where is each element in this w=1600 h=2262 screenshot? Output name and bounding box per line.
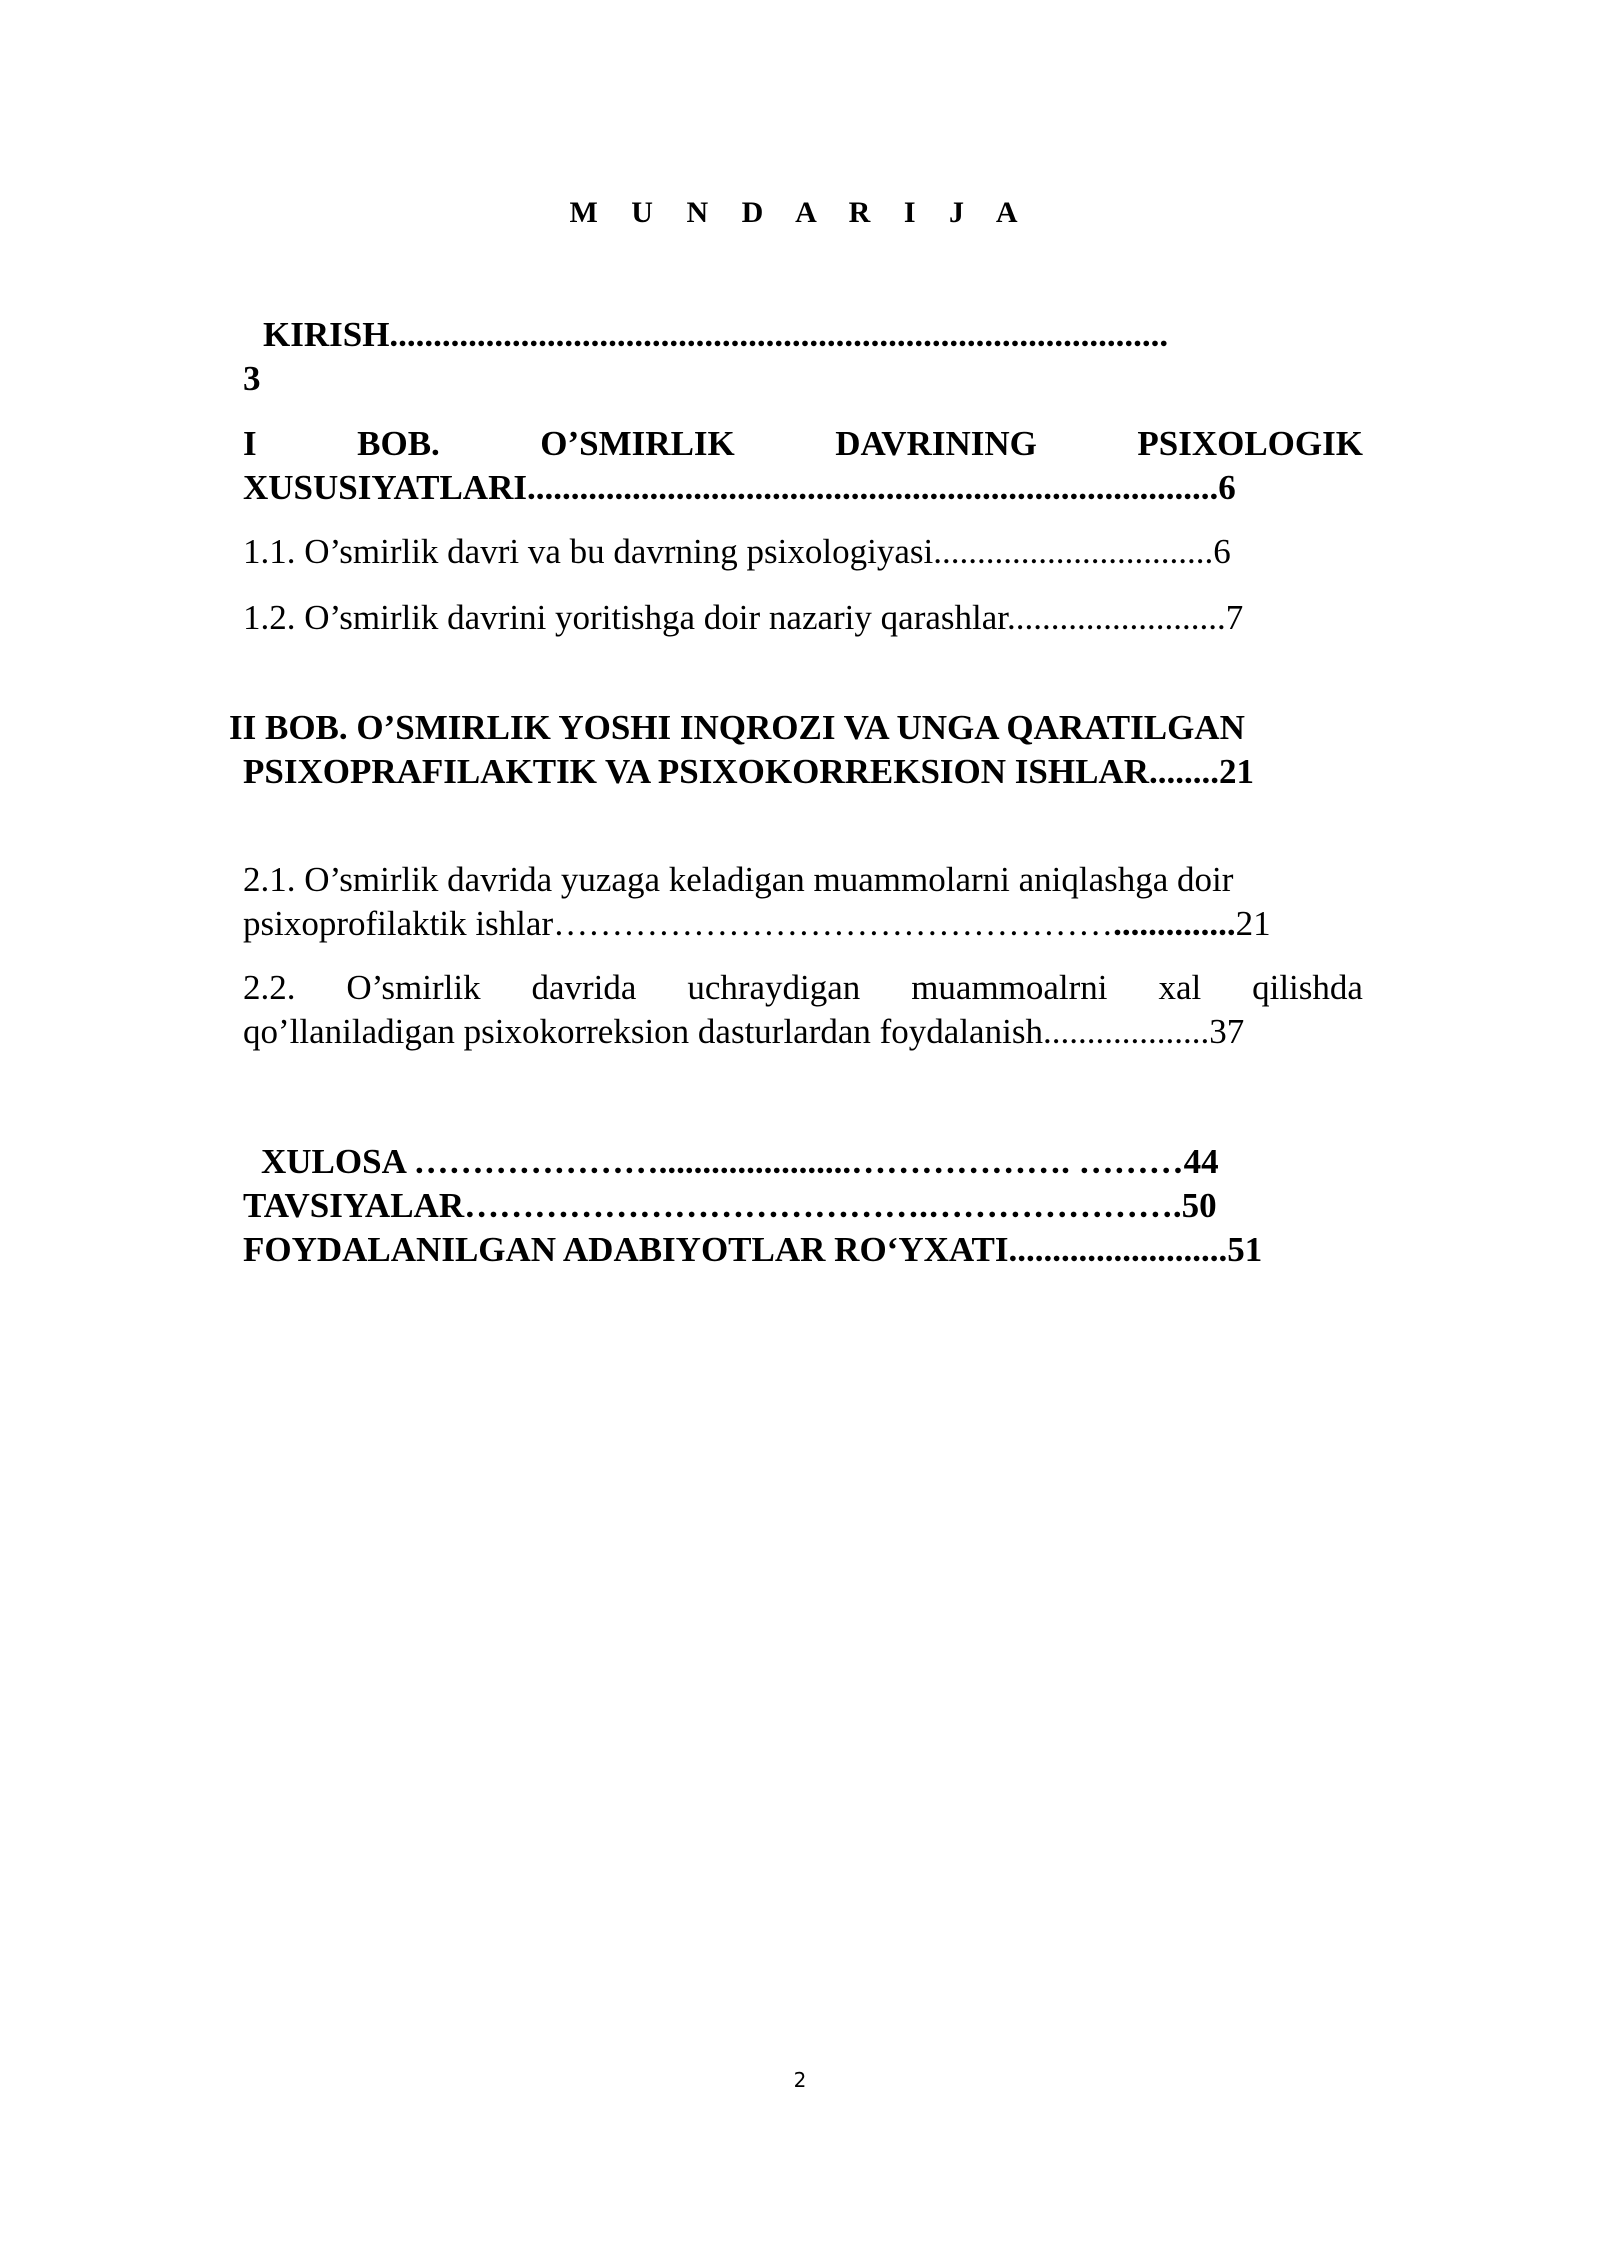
- toc-entry-tavsiyalar: TAVSIYALAR………………………………….………………….50: [243, 1186, 1217, 1225]
- toc-section-2-1-bold-dots: ..............: [1113, 904, 1236, 943]
- toc-chapter-1-word: BOB.: [357, 424, 440, 463]
- toc-chapter-1-line2: XUSUSIYATLARI...............................................................................6: [243, 468, 1236, 507]
- toc-section-2-2-word: xal: [1158, 968, 1202, 1007]
- toc-section-2-1-line2: [243, 902, 1363, 946]
- toc-section-1-2: 1.2. O’smirlik davrini yoritishga doir nazariy qarashlar.........................7: [243, 598, 1244, 637]
- page-title: M U N D A R I J A: [569, 196, 1031, 229]
- toc-chapter-2-line2: PSIXOPRAFILAKTIK VA PSIXOKORREKSION ISHLAR........21: [243, 752, 1254, 791]
- toc-chapter-1-heading: [243, 422, 1363, 466]
- toc-section-2-2-word: 2.2.: [243, 968, 296, 1007]
- toc-chapter-2-heading: II BOB. O’SMIRLIK YOSHI INQROZI VA UNGA QARATILGAN: [229, 708, 1245, 747]
- toc-section-2-2-word: uchraydigan: [687, 968, 861, 1007]
- toc-section-2-2-word: davrida: [531, 968, 637, 1007]
- toc-chapter-1-word: DAVRINING: [835, 424, 1037, 463]
- toc-section-2-1: 2.1. O’smirlik davrida yuzaga keladigan muammolarni aniqlashga doir: [243, 860, 1234, 899]
- toc-entry-xulosa: XULOSA …………………......................………………. ………44: [261, 1142, 1219, 1181]
- toc-section-2-2: [243, 966, 1363, 1010]
- toc-section-2-1-dots: …………………………………………: [553, 904, 1114, 943]
- toc-entry-kirish-page: 3: [243, 359, 261, 398]
- toc-section-2-2-word: muammoalrni: [911, 968, 1108, 1007]
- toc-section-2-1-text: psixoprofilaktik ishlar: [243, 904, 554, 943]
- toc-chapter-1-word: I: [243, 424, 257, 463]
- toc-section-2-2-word: qilishda: [1252, 968, 1363, 1007]
- toc-section-1-1: 1.1. O’smirlik davri va bu davrning psixologiyasi................................6: [243, 532, 1231, 571]
- page-number: 2: [793, 2068, 807, 2092]
- toc-section-2-2-word: O’smirlik: [346, 968, 481, 1007]
- toc-chapter-1-word: PSIXOLOGIK: [1137, 424, 1363, 463]
- toc-section-2-1-page: 21: [1235, 904, 1271, 943]
- toc-entry-adabiyotlar: FOYDALANILGAN ADABIYOTLAR RO‘YXATI.........................51: [243, 1230, 1263, 1269]
- toc-section-2-2-line2: qo’llaniladigan psixokorreksion dasturlardan foydalanish...................37: [243, 1012, 1245, 1051]
- toc-chapter-1-word: O’SMIRLIK: [540, 424, 735, 463]
- toc-entry-kirish: KIRISH.........................................................................................: [263, 315, 1169, 354]
